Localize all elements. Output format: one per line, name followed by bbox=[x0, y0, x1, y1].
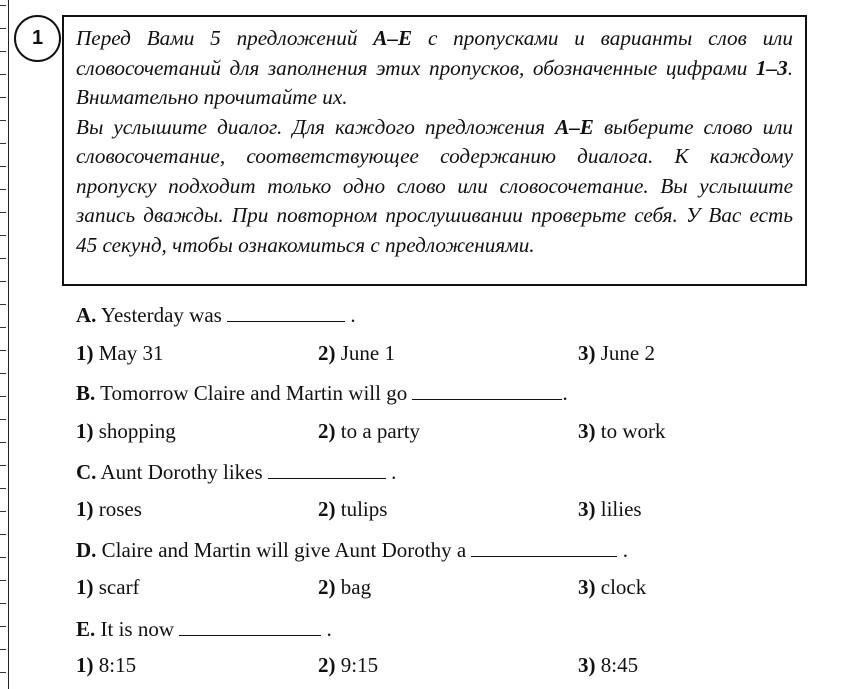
option-b-1[interactable] bbox=[76, 418, 176, 444]
question-letter: A. bbox=[76, 303, 97, 327]
option-number: 3) bbox=[578, 419, 596, 443]
option-text: June 2 bbox=[600, 341, 655, 365]
option-number: 2) bbox=[318, 341, 336, 365]
question-text: Aunt Dorothy likes bbox=[100, 460, 263, 484]
question-c bbox=[76, 459, 396, 485]
option-c-3[interactable] bbox=[578, 496, 642, 522]
option-text: to a party bbox=[340, 419, 421, 443]
option-text: June 1 bbox=[340, 341, 395, 365]
option-b-2[interactable] bbox=[318, 418, 420, 444]
option-text: to work bbox=[600, 419, 666, 443]
option-text: bag bbox=[340, 575, 372, 599]
answer-blank[interactable] bbox=[268, 460, 386, 479]
question-letter: D. bbox=[76, 538, 97, 562]
option-number: 3) bbox=[578, 653, 596, 677]
margin-ruler bbox=[0, 0, 9, 689]
option-d-3[interactable] bbox=[578, 574, 646, 600]
option-text: tulips bbox=[340, 497, 388, 521]
question-text: Tomorrow Claire and Martin will go bbox=[100, 381, 408, 405]
option-number: 1) bbox=[76, 341, 94, 365]
option-text: 8:45 bbox=[600, 653, 639, 677]
option-a-3[interactable] bbox=[578, 340, 655, 366]
option-number: 3) bbox=[578, 575, 596, 599]
task-number-badge bbox=[14, 15, 61, 62]
option-number: 1) bbox=[76, 497, 94, 521]
option-text: May 31 bbox=[98, 341, 164, 365]
option-d-2[interactable] bbox=[318, 574, 371, 600]
option-e-2[interactable] bbox=[318, 652, 378, 678]
instr-text: . Внимательно прочитайте их. bbox=[76, 55, 793, 109]
answer-blank[interactable] bbox=[412, 381, 562, 400]
question-end: . bbox=[391, 460, 397, 484]
option-text: scarf bbox=[98, 575, 140, 599]
instr-bold: A–E bbox=[373, 26, 413, 50]
option-text: shopping bbox=[98, 419, 176, 443]
question-e bbox=[76, 616, 332, 642]
answer-blank[interactable] bbox=[471, 538, 617, 557]
question-letter: C. bbox=[76, 460, 97, 484]
option-e-1[interactable] bbox=[76, 652, 136, 678]
instr-bold: 1–3 bbox=[755, 55, 788, 80]
option-number: 2) bbox=[318, 575, 336, 599]
question-text: Yesterday was bbox=[100, 303, 222, 327]
option-e-3[interactable] bbox=[578, 652, 638, 678]
instructions-paragraph-1 bbox=[76, 24, 793, 113]
instr-text: Вы услышите диалог. Для каждого предложения bbox=[76, 114, 556, 139]
option-number: 3) bbox=[578, 497, 596, 521]
instr-text: с пропусками и варианты слов или словосочетаний для заполнения этих пропусков, обозначенные цифрами bbox=[76, 26, 794, 80]
option-c-1[interactable] bbox=[76, 496, 142, 522]
option-b-3[interactable] bbox=[578, 418, 666, 444]
option-text: clock bbox=[600, 575, 647, 599]
question-end: . bbox=[562, 381, 568, 405]
task-number: 1 bbox=[31, 27, 44, 49]
instr-text: Перед Вами 5 предложений bbox=[76, 26, 374, 50]
option-number: 3) bbox=[578, 341, 596, 365]
option-number: 1) bbox=[76, 575, 94, 599]
answer-blank[interactable] bbox=[179, 617, 321, 636]
instructions-box bbox=[62, 15, 807, 286]
question-letter: B. bbox=[76, 381, 96, 405]
option-number: 2) bbox=[318, 497, 336, 521]
option-text: 9:15 bbox=[340, 653, 379, 677]
question-a bbox=[76, 302, 356, 328]
option-text: lilies bbox=[600, 497, 642, 521]
option-c-2[interactable] bbox=[318, 496, 387, 522]
instr-text: выберите слово или словосочетание, соответствующее содержанию диалога. К каждому пропуску подходит только одно слово или словосочетание. Вы услышите запись дважды. При повторном прослушивании проверьте себя. У Вас есть 45 секунд, чтобы ознакомиться с предложениями. bbox=[76, 114, 793, 257]
option-a-2[interactable] bbox=[318, 340, 395, 366]
question-letter: E. bbox=[76, 617, 96, 641]
option-text: 8:15 bbox=[98, 653, 137, 677]
question-end: . bbox=[350, 303, 356, 327]
question-text: It is now bbox=[100, 617, 175, 641]
option-number: 1) bbox=[76, 419, 94, 443]
question-b bbox=[76, 380, 568, 406]
option-number: 1) bbox=[76, 653, 94, 677]
option-a-1[interactable] bbox=[76, 340, 164, 366]
option-text: roses bbox=[98, 497, 142, 521]
question-text: Claire and Martin will give Aunt Dorothy a bbox=[101, 538, 467, 562]
instructions-paragraph-2 bbox=[76, 113, 793, 261]
option-number: 2) bbox=[318, 653, 336, 677]
answer-blank[interactable] bbox=[227, 303, 345, 322]
question-end: . bbox=[622, 538, 628, 562]
question-d bbox=[76, 537, 628, 563]
instr-bold: A–E bbox=[555, 114, 594, 139]
option-d-1[interactable] bbox=[76, 574, 140, 600]
question-end: . bbox=[326, 617, 332, 641]
option-number: 2) bbox=[318, 419, 336, 443]
